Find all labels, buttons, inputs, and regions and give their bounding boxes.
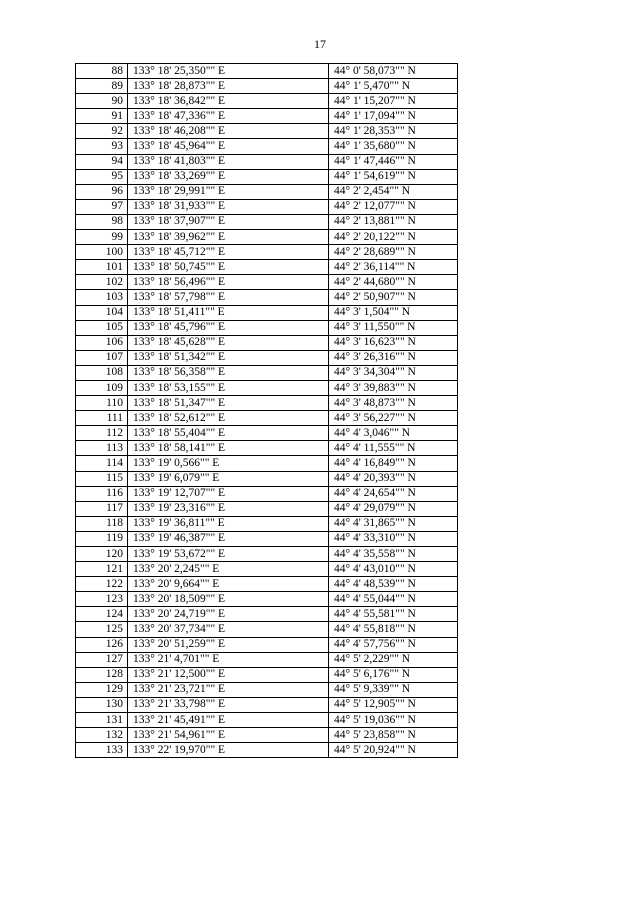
latitude-cell: 44° 1' 15,207"" N	[329, 94, 458, 109]
point-number-cell: 106	[76, 335, 128, 350]
table-row	[76, 547, 458, 562]
longitude-cell: 133° 18' 51,347"" E	[128, 396, 329, 411]
latitude-cell: 44° 2' 20,122"" N	[329, 230, 458, 245]
longitude-cell: 133° 18' 45,628"" E	[128, 335, 329, 350]
table-row	[76, 682, 458, 697]
latitude-cell: 44° 4' 16,849"" N	[329, 456, 458, 471]
point-number-cell: 103	[76, 290, 128, 305]
table-row	[76, 184, 458, 199]
latitude-cell: 44° 4' 11,555"" N	[329, 441, 458, 456]
latitude-cell: 44° 3' 1,504"" N	[329, 305, 458, 320]
point-number-cell: 92	[76, 124, 128, 139]
point-number-cell: 133	[76, 743, 128, 758]
longitude-cell: 133° 18' 51,411"" E	[128, 305, 329, 320]
point-number-cell: 105	[76, 320, 128, 335]
point-number-cell: 117	[76, 501, 128, 516]
table-row	[76, 154, 458, 169]
latitude-cell: 44° 4' 55,581"" N	[329, 607, 458, 622]
table-row	[76, 562, 458, 577]
coordinates-table-body	[76, 64, 458, 758]
point-number-cell: 124	[76, 607, 128, 622]
point-number-cell: 94	[76, 154, 128, 169]
point-number-cell: 97	[76, 199, 128, 214]
table-row	[76, 697, 458, 712]
table-row	[76, 169, 458, 184]
point-number-cell: 130	[76, 697, 128, 712]
point-number-cell: 115	[76, 471, 128, 486]
table-row	[76, 486, 458, 501]
point-number-cell: 112	[76, 426, 128, 441]
table-row	[76, 214, 458, 229]
point-number-cell: 95	[76, 169, 128, 184]
longitude-cell: 133° 18' 36,842"" E	[128, 94, 329, 109]
point-number-cell: 132	[76, 728, 128, 743]
table-row	[76, 441, 458, 456]
longitude-cell: 133° 18' 47,336"" E	[128, 109, 329, 124]
latitude-cell: 44° 3' 48,873"" N	[329, 396, 458, 411]
table-row	[76, 230, 458, 245]
latitude-cell: 44° 2' 44,680"" N	[329, 275, 458, 290]
latitude-cell: 44° 5' 6,176"" N	[329, 667, 458, 682]
longitude-cell: 133° 18' 57,798"" E	[128, 290, 329, 305]
latitude-cell: 44° 5' 23,858"" N	[329, 728, 458, 743]
point-number-cell: 91	[76, 109, 128, 124]
latitude-cell: 44° 4' 55,818"" N	[329, 622, 458, 637]
latitude-cell: 44° 2' 36,114"" N	[329, 260, 458, 275]
point-number-cell: 127	[76, 652, 128, 667]
point-number-cell: 113	[76, 441, 128, 456]
latitude-cell: 44° 1' 35,680"" N	[329, 139, 458, 154]
latitude-cell: 44° 4' 33,310"" N	[329, 531, 458, 546]
latitude-cell: 44° 4' 48,539"" N	[329, 577, 458, 592]
longitude-cell: 133° 18' 45,964"" E	[128, 139, 329, 154]
point-number-cell: 93	[76, 139, 128, 154]
longitude-cell: 133° 18' 45,796"" E	[128, 320, 329, 335]
longitude-cell: 133° 18' 39,962"" E	[128, 230, 329, 245]
point-number-cell: 101	[76, 260, 128, 275]
point-number-cell: 131	[76, 713, 128, 728]
point-number-cell: 116	[76, 486, 128, 501]
latitude-cell: 44° 2' 50,907"" N	[329, 290, 458, 305]
longitude-cell: 133° 18' 37,907"" E	[128, 214, 329, 229]
table-row	[76, 592, 458, 607]
latitude-cell: 44° 2' 12,077"" N	[329, 199, 458, 214]
latitude-cell: 44° 1' 5,470"" N	[329, 79, 458, 94]
latitude-cell: 44° 4' 35,558"" N	[329, 547, 458, 562]
longitude-cell: 133° 18' 58,141"" E	[128, 441, 329, 456]
table-row	[76, 79, 458, 94]
longitude-cell: 133° 20' 51,259"" E	[128, 637, 329, 652]
longitude-cell: 133° 20' 37,734"" E	[128, 622, 329, 637]
longitude-cell: 133° 20' 18,509"" E	[128, 592, 329, 607]
longitude-cell: 133° 18' 25,350"" E	[128, 64, 329, 79]
point-number-cell: 99	[76, 230, 128, 245]
latitude-cell: 44° 0' 58,073"" N	[329, 64, 458, 79]
table-row	[76, 305, 458, 320]
point-number-cell: 118	[76, 516, 128, 531]
longitude-cell: 133° 18' 51,342"" E	[128, 350, 329, 365]
latitude-cell: 44° 4' 43,010"" N	[329, 562, 458, 577]
table-row	[76, 713, 458, 728]
latitude-cell: 44° 2' 13,881"" N	[329, 214, 458, 229]
table-row	[76, 728, 458, 743]
longitude-cell: 133° 18' 29,991"" E	[128, 184, 329, 199]
longitude-cell: 133° 18' 41,803"" E	[128, 154, 329, 169]
point-number-cell: 129	[76, 682, 128, 697]
longitude-cell: 133° 22' 19,970"" E	[128, 743, 329, 758]
coordinates-table	[75, 63, 458, 758]
table-row	[76, 365, 458, 380]
longitude-cell: 133° 19' 12,707"" E	[128, 486, 329, 501]
longitude-cell: 133° 18' 28,873"" E	[128, 79, 329, 94]
latitude-cell: 44° 1' 47,446"" N	[329, 154, 458, 169]
longitude-cell: 133° 18' 31,933"" E	[128, 199, 329, 214]
latitude-cell: 44° 1' 28,353"" N	[329, 124, 458, 139]
longitude-cell: 133° 21' 54,961"" E	[128, 728, 329, 743]
latitude-cell: 44° 4' 24,654"" N	[329, 486, 458, 501]
table-row	[76, 607, 458, 622]
table-row	[76, 275, 458, 290]
latitude-cell: 44° 1' 54,619"" N	[329, 169, 458, 184]
point-number-cell: 123	[76, 592, 128, 607]
table-row	[76, 622, 458, 637]
point-number-cell: 88	[76, 64, 128, 79]
latitude-cell: 44° 4' 31,865"" N	[329, 516, 458, 531]
longitude-cell: 133° 18' 56,358"" E	[128, 365, 329, 380]
longitude-cell: 133° 19' 46,387"" E	[128, 531, 329, 546]
table-row	[76, 516, 458, 531]
table-row	[76, 456, 458, 471]
table-row	[76, 64, 458, 79]
point-number-cell: 114	[76, 456, 128, 471]
longitude-cell: 133° 18' 55,404"" E	[128, 426, 329, 441]
longitude-cell: 133° 21' 45,491"" E	[128, 713, 329, 728]
longitude-cell: 133° 20' 9,664"" E	[128, 577, 329, 592]
table-row	[76, 396, 458, 411]
table-row	[76, 199, 458, 214]
latitude-cell: 44° 2' 28,689"" N	[329, 245, 458, 260]
longitude-cell: 133° 18' 53,155"" E	[128, 380, 329, 395]
table-row	[76, 139, 458, 154]
longitude-cell: 133° 21' 23,721"" E	[128, 682, 329, 697]
point-number-cell: 128	[76, 667, 128, 682]
table-row	[76, 290, 458, 305]
latitude-cell: 44° 5' 12,905"" N	[329, 697, 458, 712]
table-row	[76, 380, 458, 395]
table-row	[76, 471, 458, 486]
longitude-cell: 133° 19' 0,566"" E	[128, 456, 329, 471]
point-number-cell: 107	[76, 350, 128, 365]
longitude-cell: 133° 18' 46,208"" E	[128, 124, 329, 139]
latitude-cell: 44° 3' 16,623"" N	[329, 335, 458, 350]
latitude-cell: 44° 4' 29,079"" N	[329, 501, 458, 516]
point-number-cell: 111	[76, 411, 128, 426]
table-row	[76, 320, 458, 335]
longitude-cell: 133° 18' 45,712"" E	[128, 245, 329, 260]
point-number-cell: 121	[76, 562, 128, 577]
table-row	[76, 531, 458, 546]
point-number-cell: 120	[76, 547, 128, 562]
latitude-cell: 44° 4' 20,393"" N	[329, 471, 458, 486]
table-row	[76, 501, 458, 516]
point-number-cell: 108	[76, 365, 128, 380]
longitude-cell: 133° 21' 33,798"" E	[128, 697, 329, 712]
table-row	[76, 667, 458, 682]
latitude-cell: 44° 5' 9,339"" N	[329, 682, 458, 697]
latitude-cell: 44° 1' 17,094"" N	[329, 109, 458, 124]
latitude-cell: 44° 4' 55,044"" N	[329, 592, 458, 607]
longitude-cell: 133° 19' 53,672"" E	[128, 547, 329, 562]
latitude-cell: 44° 5' 2,229"" N	[329, 652, 458, 667]
table-row	[76, 577, 458, 592]
longitude-cell: 133° 19' 23,316"" E	[128, 501, 329, 516]
latitude-cell: 44° 3' 39,883"" N	[329, 380, 458, 395]
longitude-cell: 133° 21' 4,701"" E	[128, 652, 329, 667]
point-number-cell: 90	[76, 94, 128, 109]
longitude-cell: 133° 18' 56,496"" E	[128, 275, 329, 290]
page-number: 17	[314, 37, 326, 51]
latitude-cell: 44° 4' 3,046"" N	[329, 426, 458, 441]
point-number-cell: 100	[76, 245, 128, 260]
latitude-cell: 44° 5' 20,924"" N	[329, 743, 458, 758]
point-number-cell: 104	[76, 305, 128, 320]
latitude-cell: 44° 5' 19,036"" N	[329, 713, 458, 728]
longitude-cell: 133° 19' 36,811"" E	[128, 516, 329, 531]
longitude-cell: 133° 19' 6,079"" E	[128, 471, 329, 486]
point-number-cell: 96	[76, 184, 128, 199]
point-number-cell: 89	[76, 79, 128, 94]
table-row	[76, 411, 458, 426]
point-number-cell: 126	[76, 637, 128, 652]
latitude-cell: 44° 3' 56,227"" N	[329, 411, 458, 426]
table-row	[76, 637, 458, 652]
latitude-cell: 44° 3' 26,316"" N	[329, 350, 458, 365]
point-number-cell: 125	[76, 622, 128, 637]
longitude-cell: 133° 20' 2,245"" E	[128, 562, 329, 577]
latitude-cell: 44° 3' 11,550"" N	[329, 320, 458, 335]
table-row	[76, 124, 458, 139]
longitude-cell: 133° 18' 33,269"" E	[128, 169, 329, 184]
latitude-cell: 44° 2' 2,454"" N	[329, 184, 458, 199]
table-row	[76, 652, 458, 667]
point-number-cell: 102	[76, 275, 128, 290]
longitude-cell: 133° 18' 52,612"" E	[128, 411, 329, 426]
table-row	[76, 743, 458, 758]
table-row	[76, 350, 458, 365]
table-row	[76, 335, 458, 350]
latitude-cell: 44° 3' 34,304"" N	[329, 365, 458, 380]
point-number-cell: 122	[76, 577, 128, 592]
table-row	[76, 260, 458, 275]
longitude-cell: 133° 18' 50,745"" E	[128, 260, 329, 275]
latitude-cell: 44° 4' 57,756"" N	[329, 637, 458, 652]
longitude-cell: 133° 21' 12,500"" E	[128, 667, 329, 682]
table-row	[76, 109, 458, 124]
longitude-cell: 133° 20' 24,719"" E	[128, 607, 329, 622]
table-row	[76, 94, 458, 109]
point-number-cell: 109	[76, 380, 128, 395]
point-number-cell: 110	[76, 396, 128, 411]
table-row	[76, 426, 458, 441]
point-number-cell: 98	[76, 214, 128, 229]
point-number-cell: 119	[76, 531, 128, 546]
table-row	[76, 245, 458, 260]
